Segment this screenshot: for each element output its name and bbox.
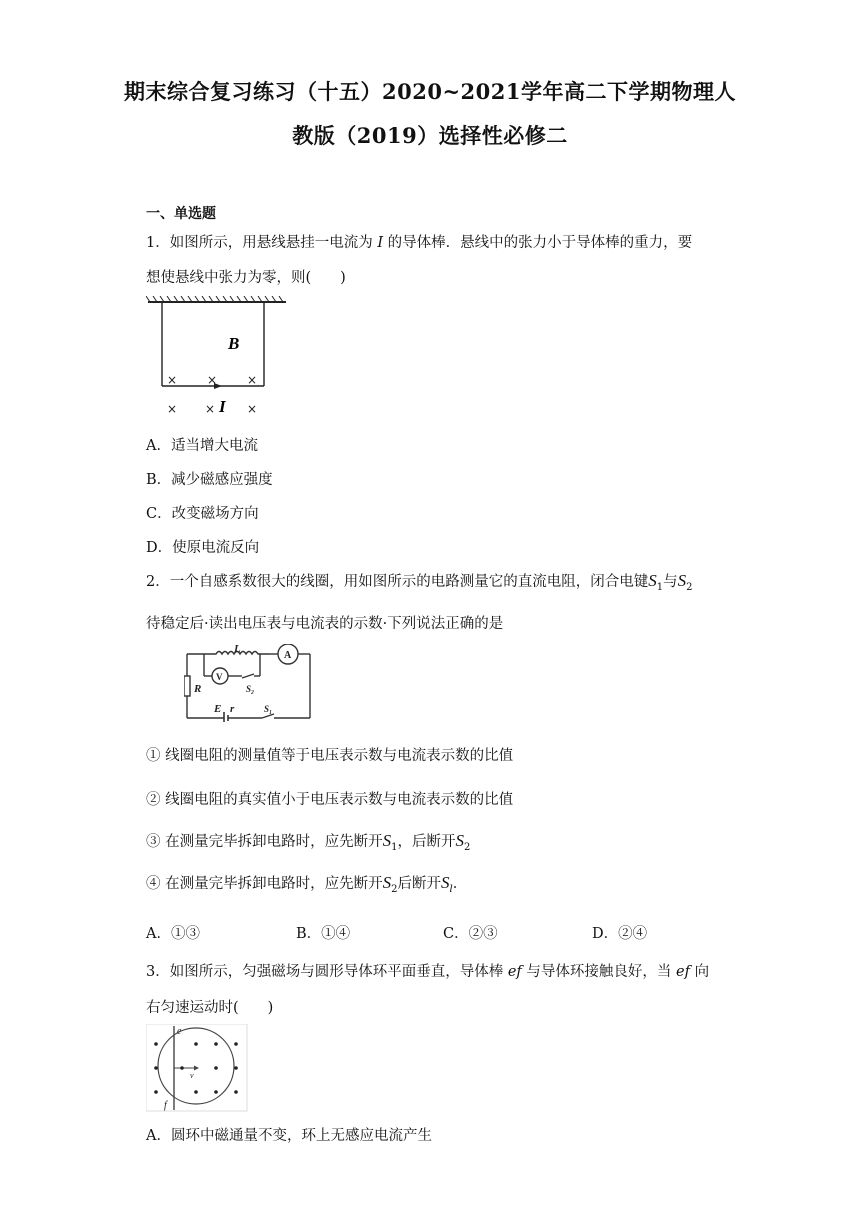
- section-heading: 一、单选题: [146, 206, 216, 222]
- q2-option-c: C．②③: [443, 926, 498, 942]
- q1-option-d: D．使原电流反向: [146, 540, 260, 556]
- q3-option-a: A．圆环中磁通量不变，环上无感应电流产生: [146, 1128, 432, 1144]
- q3-label-e: e: [177, 1026, 182, 1037]
- q1-option-b: B．减少磁感应强度: [146, 472, 273, 488]
- q2-label-S2: S₂: [246, 684, 255, 694]
- q3-figure: [146, 1024, 248, 1112]
- q2-option-b: B．①④: [296, 926, 351, 942]
- q2-option-a: A．①③: [146, 926, 200, 942]
- svg-text:×: ×: [167, 402, 178, 416]
- q3-label-v: v: [190, 1071, 194, 1080]
- q2-stem-line-1: 2．一个自感系数很大的线圈，用如图所示的电路测量它的直流电阻，闭合电键$S_1$与$S_2$: [146, 571, 693, 593]
- q1-option-c: C．改变磁场方向: [146, 506, 259, 522]
- svg-text:×: ×: [205, 402, 216, 416]
- q2-label-L: L: [234, 644, 241, 655]
- page-title-line-2: 教版（2019）选择性必修二: [292, 123, 568, 148]
- q1-option-a: A．适当增大电流: [146, 438, 258, 454]
- q2-option-d: D．②④: [592, 926, 648, 942]
- q2-statement-2: ② 线圈电阻的真实值小于电压表示数与电流表示数的比值: [146, 792, 514, 808]
- q3-label-f: f: [164, 1100, 167, 1111]
- q2-label-r: r: [230, 703, 235, 715]
- q2-statement-4: ④ 在测量完毕拆卸电路时，应先断开$S_2$后断开$S_l$．: [146, 873, 468, 895]
- q1-stem-line-1: 1．如图所示，用悬线悬挂一电流为 I 的导体棒．悬线中的张力小于导体棒的重力，要: [146, 235, 693, 251]
- q3-stem-line-1: 3．如图所示，匀强磁场与圆形导体环平面垂直，导体棒 ef 与导体环接触良好，当 ef 向: [146, 964, 710, 980]
- q1-label-I: I: [219, 397, 226, 416]
- q1-label-B: B: [228, 334, 240, 353]
- q2-statement-3: ③ 在测量完毕拆卸电路时，应先断开$S_1$，后断开$S_2$: [146, 831, 471, 853]
- svg-text:×: ×: [207, 373, 218, 387]
- q2-label-A: A: [284, 650, 292, 661]
- q2-label-V: V: [216, 672, 223, 682]
- page-title-line-1: 期末综合复习练习（十五）2020~2021学年高二下学期物理人: [124, 79, 736, 104]
- q1-figure: [146, 296, 288, 418]
- q2-label-E: E: [214, 703, 222, 715]
- q2-statement-1: ① 线圈电阻的测量值等于电压表示数与电流表示数的比值: [146, 748, 514, 764]
- q3-stem-line-2: 右匀速运动时( ): [146, 1000, 274, 1016]
- svg-text:×: ×: [247, 402, 258, 416]
- svg-text:×: ×: [247, 373, 258, 387]
- q2-label-S1: S₁: [264, 704, 273, 714]
- q2-circuit-figure: [184, 644, 314, 722]
- q2-stem-line-2: 待稳定后·读出电压表与电流表的示数·下列说法正确的是: [146, 616, 504, 632]
- q1-stem-line-2: 想使悬线中张力为零，则( ): [146, 270, 346, 286]
- svg-text:×: ×: [167, 373, 178, 387]
- q2-label-R: R: [194, 683, 202, 695]
